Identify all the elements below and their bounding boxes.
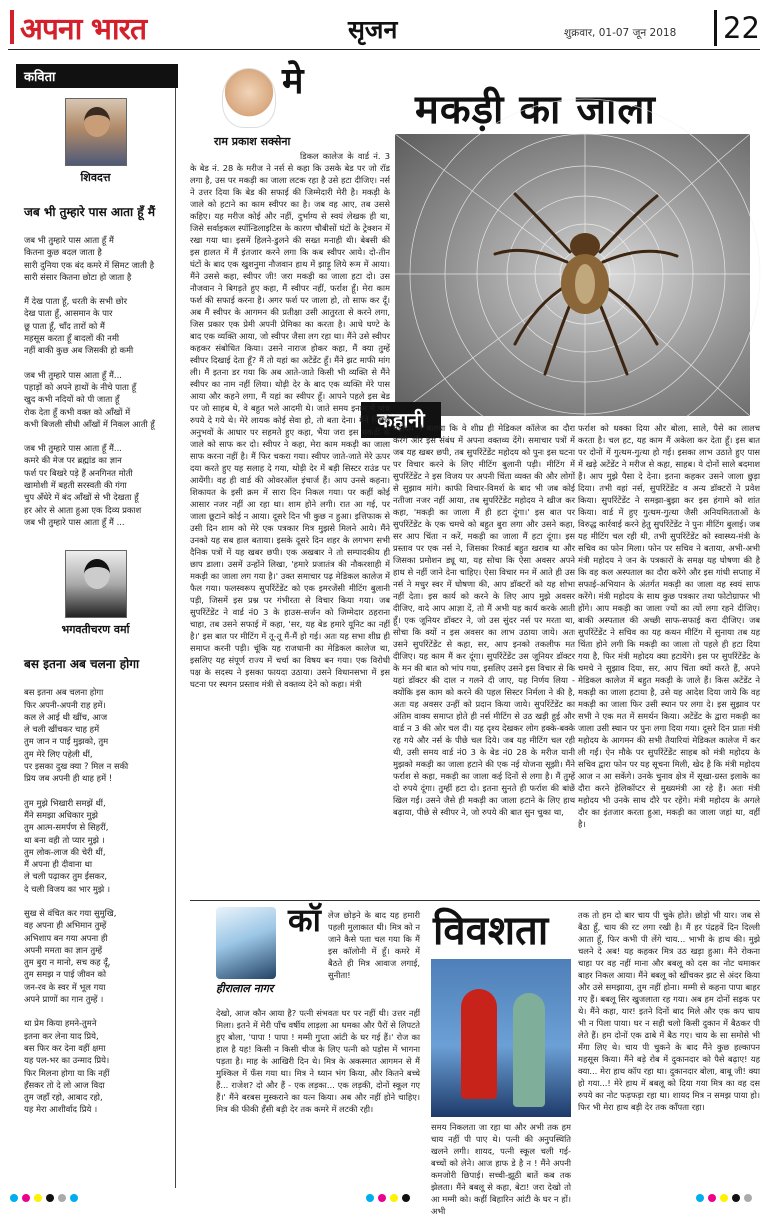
column-tag: कविता <box>16 64 178 88</box>
section-title: सृजन <box>348 15 398 44</box>
story-vivashta <box>190 900 760 1216</box>
couple-illustration <box>216 907 276 979</box>
spider-web-illustration <box>395 134 750 416</box>
page-number: 22 <box>714 10 760 46</box>
poet-name: भगवतीचरण वर्मा <box>61 623 130 637</box>
poem-stanza: सुख से वंचित कर गया सुमुखि, वह अपना ही अभिमान तुम्हें अभिशाप बन गया अपना ही अपनी ममता का ज्ञान तुम्हें तुम बुरा न मानो, सच कह दूँ, तुम समझ न पाई जीवन को जन-रव के स्वर में भूल गया अपने प्राणों का गान तुम्हें । <box>24 907 117 1005</box>
man-figure <box>513 993 545 1107</box>
poem-stanza: जब भी तुम्हारे पास आता हूँ मैं... पहाड़ों को अपने हाथों के नीचे पाता हूँ खुद कभी नदियों को पी जाता हूँ रोक देता हूँ कभी वक्त को आँखों में कभी बिजली सीधी आँखों में निकल आती हूँ <box>24 369 155 429</box>
poem-title: जब भी तुम्हारे पास आता हूँ मैं <box>24 205 156 219</box>
story-column: लेज छोड़ने के बाद यह हमारी पहली मुलाकात थी। मित्र को न जाने कैसे पता चल गया कि मैं इस कॉलोनी में हूँ। कमरे में बैठते ही मित्र आवाज लगाई, सुनीता! <box>328 910 420 980</box>
dropcap: मे <box>282 61 304 102</box>
color-registration-bar <box>0 1192 768 1204</box>
issue-date: शुक्रवार, 01-07 जून 2018 <box>564 27 677 39</box>
poem-stanza: मैं देख पाता हूँ, धरती के सभी छोर देख पाता हूँ, आसमान के पार छू पाता हूँ, चाँद तारों को मैं महसूस करता हूँ बादलों की नमी नहीं बाकी कुछ अब जिसकी हो कमी <box>24 296 134 356</box>
woman-man-illustration <box>431 959 571 1117</box>
category-label: कहानी <box>361 402 441 438</box>
author-photo <box>222 68 276 128</box>
author-name: हीरालाल नागर <box>216 982 274 995</box>
poet-photo <box>65 550 127 618</box>
brand-bar <box>10 10 14 44</box>
story-column: तक तो हम दो बार चाय पी चुके होते। छोड़ो भी यार। जब से बैठा हूँ, चाय की रट लगा रखी है। मैं हर पंद्रहवें दिन दिल्ली आता हूँ, फिर कभी पी लेंगे चाय... भाभी के हाथ की। मुझे चलने दे अब! यह कहकर मित्र उठ खड़ा हुआ। मैंने रोकना चाहा पर वह नहीं माना और बबलू को दस का नोट थमाकर बाहर निकल आया। मैंने बबलू को खींचकर झट से अंदर किया और उसे समझाया, तुम नहीं होना। मम्मी से कहना पापा बाहर गए हैं। बबलू सिर खुजलाता रह गया। अब हम दोनों सड़क पर थे। मैंने कहा, यार! इतने दिनों बाद मिले और एक कप चाय भी न पिला पाया। घर न सही चलो किसी दुकान में बैठकर पी लेते हैं। हम दोनों एक ढाबे में बैठ गए। चाय के सा समोसे भी मँगा लिए थे। चाय पी चुकने के बाद मैंने कुछ हल्कापन महसूस किया। मैंने बड़े रोब में दुकानदार को पैसे बढ़ाए! यह क्या... मेरा हाथ कॉप रहा था। दुकानदार बोला, बाबू जी! क्या हो गया...! मेरे हाथ में बबलू को दिया गया मित्र का वह दस रुपये का नोट फड़फड़ा रहा था। शायद मित्र न समझ पाया हो। फिर भी मेरा हाथ बड़ी देर तक काँपता रहा। <box>578 910 760 1112</box>
woman-figure <box>461 989 497 1099</box>
poem-stanza: जब भी तुम्हारे पास आता हूँ मैं... कमरे की मेज पर ब्रह्मांड का ज्ञान फर्श पर बिखरे पड़े हैं अनगिनत मोती खामोशी में बहती सरस्वती की गंगा चुप अँधेरे में बंद आँखों से भी देखता हूँ हर ओर से आता हुआ एक दिव्य प्रकाश जब भी तुम्हारे पास आता हूँ मैं ... <box>24 443 142 527</box>
brand-name: अपना भारत <box>20 11 147 47</box>
story-column: महोदय ने बताया कि वे शीघ्र ही मेडिकल कॉलेज का दौरा करेंगे और इस संबंध में अपना वक्तव्य देंगे। समाचार पत्रों में जब यह खबर छपी, तब सुपरिंटेंडेंट महोदय को पुनः इस घटना पर विचार करने के लिए मीटिंग बुलानी पड़ी। मीटिंग में सुपरिंटेंडेंट ने इस विजय पर अपनी चिंता व्यक्त की और लोगों से सुझाव मांगे। काफी विचार-विमर्श के बाद भी जब कोई नतीजा नजर नहीं आया, तब सुपरिंटेंडेंट महोदय ने खीज कर कहा, 'मकड़ी का जाला मैं ही हटा दूंगा।' इस बात पर सुपरिंटेंडेंट के एक चमचे को बहुत बुरा लगा और उसने कहा, सर आप चिंता न करें, मकड़ी का जाला मैं हटा दूंगा। इस प्रस्ताव पर एक नर्स ने, जिसका रिकार्ड बहुत खराब था और जिसका प्रमोशन ड्यू था, यह सोचा कि ऐसा अवसर अपने हाथ से नहीं जाने देना चाहिए। ऐसा विचार मन में आते ही उस नर्स ने मधुर स्वर में घोषणा की, आप डॉक्टरों को यह शोभा नहीं देता। इस कार्य को करने के लिए आप मुझे अवसर दीजिए, वादे आप आज्ञा दें, तो मैं अभी यह कार्य करके आती हूँ। एक जूनियर डॉक्टर ने, जो उस सुंदर नर्स पर मरता था, सोचा कि क्यों न इस अवसर का लाभ उठाया जाये। अतः उसने सुपरिंटेंडेंट से कहा, सर, आप इनको तकलीफ मत दीजिए। यह काम मैं कर दूंगा। सुपरिंटेंडेंट उस जूनियर डॉक्टर के मन की बात को भांप गया, इसलिए उसने इस विचार से कि यहां डॉक्टर की दाल न गलने दी जाए, यह निर्णय लिया - क्योंकि इस काम को करने की पहल सिस्टर निर्मला ने की है, अतः यह अवसर उन्हीं को प्रदान किया जाये। सुपरिंटेंडेंट का अंतिम वाक्य समाप्त होते ही नर्स मीटिंग से उठ खड़ी हुई और वार्ड न 3 की ओर चल दी। यह दृश्य देखकर लोग हक्के-बक्के रह गये और नर्स के पीछे चल दिये। जब यह मीटिंग चल रही थी, उसी समय वार्ड नं0 3 के बेड नं0 28 के मरीज यानी मुझको मकड़ी का जाला हटाने की एक नई योजना सूझी। मैंने फर्राश से कहा, मकड़ी का जाला कई दिनों से लगा है। मैं तुम्हें दो रुपये दूंगा। तुम्हीं हटा दो। इतना सुनते ही फर्राश की बांछें खिल गईं। उसने जैसे ही मकड़ी का जाला हटाने के लिए हाथ बढ़ाया, पीछे से स्वीपर ने, जो रुपये की बात सुन चुका था, <box>393 423 575 817</box>
story-spider-web <box>190 61 760 894</box>
story-headline[interactable]: विवशता <box>433 907 549 954</box>
poetry-column <box>16 64 176 1188</box>
masthead <box>8 8 760 50</box>
story-column: समय निकलता जा रहा था और अभी तक हम चाय नहीं पी पाए थे। पत्नी की अनुपस्थिति खलने लगी। शायद, पत्नी स्कूल चली गई- बच्चों को लेने। आज हाफ डे है न ! मैंने अपनी कमजोरी छिपाई। सच्ची-झूठी बातें कब तक झेलता। मैंने बबलू से कहा, बेटा! जरा देखो तो आ मम्मी को। कहीं बिहारिन आंटी के घर न हों। अभी <box>431 1122 571 1216</box>
story-column: फर्राश को धक्का दिया और बोला, साले, पैसे का लालच करता है। चल हट, यह काम मैं अकेला कर देता हूँ। इस बात पर दोनों में गुत्थम-गुत्था हो गई। इसका लाभ उठाते हुए पास में खड़े अटेंडेंट ने मरीज से कहा, साहब। ये दोनों साले बदमाश हैं। आप मुझे पैसा दे देना। इतना कहकर उसने जाला छुड़ा दिया। तभी वहां नर्स, सुपरिंटेंडेंट व अन्य डॉक्टरों ने प्रवेश किया। सुपरिंटेंडेंट ने समझा-बुझा कर इस हंगामे को शांत किया। वार्ड में हुए गुत्थम-गुत्था जैसी अनियमितताओं के विरुद्ध कार्रवाई करने हेतु सुपरिंटेंडेंट ने पुनः मीटिंग बुलाई। जब यह मीटिंग चल रही थी, तभी सुपरिंटेंडेंट को स्वास्थ्य-मंत्री के सचिव का फोन मिला। फोन पर सचिव ने बताया, अभी-अभी मंत्री महोदय ने जन के पत्रकारों के समक्ष यह घोषणा की है कि वह कल अस्पताल का दौरा करेंगे और इस गांधी सप्ताह में सफाई-अभियान के अंतर्गत मकड़ी का जाला वह स्वयं साफ करेंगे। मंत्री महोदय के साथ कुछ पत्रकार तथा फोटोग्राफर भी होंगे। आप मकड़ी का जाला ज्यों का त्यों लगा रहने दीजिए। बाकी अस्पताल की अच्छी साफ-सफाई करा दीजिए। जब सुपरिंटेंडेंट ने सचिव का यह कथन मीटिंग में सुनाया तब यह चिंता होने लगी कि मकड़ी का जाला तो पहले ही हटा दिया गया है, फिर मंत्री महोदय क्या हटायेंगे। इस पर सुपरिंटेंडेंट के चमचे ने सुझाव दिया, सर, आप चिंता क्यों करते हैं, अपने मेडिकल कालेज में बहुत मकड़ी के जाले हैं। किस अटेंडेंट ने मकड़ी का जाला हटाया है, उसे यह आदेश दिया जाये कि वह मकड़ी का जाला फिर उसी स्थान पर लगा दे। इस सुझाव पर सभी ने एक मत में समर्थन किया। अटेंडेंट के द्वारा मकड़ी का जाला उसी स्थान पर पुनः लगा दिया गया। दूसरे दिन प्रातः मंत्री महोदय के आगमन की सभी तैयारियां मेडिकल कालेज में कर ली गईं। ऐन मौके पर सुपरिंटेंडेंट साहब को मंत्री महोदय के सचिव द्वारा फोन पर यह सूचना मिली, खेद है कि मंत्री महोदय आज न आ सकेंगे। उनके चुनाव क्षेत्र में सूखा-ग्रस्त इलाके का दौरा करने हेलिकॉप्टर से मुख्यमंत्री आ रहे हैं। अतः मंत्री महोदय भी उनके साथ दौरे पर रहेंगे। मंत्री महोदय के अगले दौर का इंतजार करता हुआ, मकड़ी का जाला जहां था, वहीं है। <box>578 423 760 829</box>
story-column: देखो, आज कौन आया है? पत्नी संभवतः घर पर नहीं थी। उत्तर नहीं मिला। इतने में मेरी पाँच वर्षीय लाड़ला आ धमका और पैरों से लिपटते हुए बोला, 'पापा ! पापा ! मम्मी गुप्ता आंटी के घर गई हैं।' रोज का हाल है यह! किसी न किसी चीज के लिए पत्नी को पड़ोस में भागना पड़ता है। माह के आखिरी दिन थे। मित्र के अकस्मात आगमन से मैं मुश्किल में फँस गया था। मित्र ने ध्यान भंग किया, और कितने बच्चे हैं... राजेश? दो और हैं - एक लड़का... एक लड़की, दोनों स्कूल गए हैं।' मैंने बरबस मुस्कराने का यत्न किया। अब और नहीं होने चाहिए। मित्र की फीकी हँसी बड़ी देर तक कमरे में लटकी रही। <box>216 1008 420 1114</box>
poet-photo <box>65 98 127 166</box>
brand-logo[interactable] <box>10 8 146 46</box>
poet-name: शिवदत्त <box>80 171 111 184</box>
poem-stanza: तुम मुझे भिखारी समझें थीं, मैंने समझा अधिकार मुझे तुम आत्म-समर्पण से सिहरीं, था बना वही तो प्यार मुझे । तुम लोक-लाज की चेरी थीं, मैं अपना ही दीवाना था ले चली पढ़ाकर तुम ईसकर, दे चली विजय का भार मुझे । <box>24 797 111 894</box>
poem-stanza: था प्रेम किया हमने-तुमने इतना कर लेना याद प्रिये, बस फिर कर देना वहीं क्षमा यह पल-भर का उन्माद प्रिये। फिर मिलना होगा या कि नहीं हँसकर तो दे लो आज विदा तुम जहाँ रहो, आबाद रहो, यह मेरा आशीर्वाद प्रिये । <box>24 1018 110 1115</box>
poem-title: बस इतना अब चलना होगा <box>24 657 140 672</box>
poem-stanza: बस इतना अब चलना होगा फिर अपनी-अपनी राह हमें। कल ले आई थी खींच, आज ले चली खींचकर चाह हमें तुम जान न पाईं मुझको, तुम तुम मेरे लिए पहेली थीं, पर इसका दुख क्या ? मिल न सकी प्रिय जब अपनी ही थाह हमें ! <box>24 687 129 784</box>
author-name: राम प्रकाश सक्सेना <box>214 135 291 148</box>
story-headline[interactable]: मकड़ी का जाला <box>415 86 656 133</box>
poem-stanza: जब भी तुम्हारे पास आता हूँ मैं कितना कुछ बदल जाता है सारी दुनिया एक बंद कमरे में सिमट जाती है सारी संसार कितना छोटा हो जाता है <box>24 235 155 282</box>
spider-web-icon <box>395 134 750 416</box>
dropcap: कॉ <box>288 901 321 939</box>
story-column: डिकल कालेज के वार्ड नं. 3 के बेड नं. 28 के मरीज ने नर्स से कहा कि उसके बेड पर जो रॉड लगा है, उस पर मकड़ी का जाला लटक रहा है उसे हटा दीजिए। नर्स ने उत्तर दिया कि बेड की सफाई की जिम्मेदारी मेरी है। मकड़ी के जाले को हटाने का काम स्वीपर का है। जब वह आए, तब उससे कहिए। यह मरीज कोई और नहीं, दुर्भाग्य से स्वयं लेखक ही था, जिसे सर्वाइकल स्पॉन्डिलाइटिस के कारण चौबीसों घंटों के ट्रेक्शन में रखा गया था। इसमें हिलने-डुलने की सख्त मनाही थी। बेबसी की इस हालत में मैं इंतजार करने लगा कि कब स्वीपर आये। दो-तीन घंटों के बाद एक खुशनुमा नौजवान हाथ में झाड़ू लिये रूम में आया। मैंने उससे कहा, स्वीपर जी! जरा मकड़ी का जाला हटा दो। उस नौजवान ने बिगड़ते हुए कहा, मैं स्वीपर नहीं, फर्राश हूँ। मेरा काम फर्श की सफाई करना है। अगर फर्श पर जाला हो, तो साफ कर दूँ। अब मैं स्वीपर के आगमन की प्रतीक्षा उसी आतुरता से करने लगा, जिस प्रकार एक प्रेमी अपनी प्रेमिका का करता है। आधे घण्टे के बाद एक व्यक्ति आया, जो स्वीपर जैसा लग रहा था। मैंने उसे स्वीपर कहकर संबोधित किया। उसने नाराज होकर कहा, मैं क्या तुम्हें स्वीपर दिखाई देता हूँ? मैं तो यहां का अटेंडेंट हूँ। मैंने झट माफी मांग ली। मैं इतना डर गया कि अब आते-जाते किसी भी व्यक्ति से मैंने स्वीपर का नाम नहीं लिया। थोड़ी देर के बाद एक व्यक्ति मेरे पास आया और कहने लगा, मैं यहां का स्वीपर हूँ। आपने पहले इस बेड पर जो साहब थे, वे बहुत भले आदमी थे। जाते समय इनाम में पांच रुपये दे गये थे। मेरे लायक कोई सेवा हो, तो बता देना। मैंने पिछले अनुभवों के आधार पर सहमते हुए कहा, भैया जरा इस मकड़ी के जाले को साफ कर दो। स्वीपर ने कहा, मेरा काम मकड़ी का जाला साफ करना नहीं है। मैं फिर चकरा गया। स्वीपर जाते-जाते मेरे ऊपर दया करते हुए यह सलाह दे गया, थोड़ी देर में बड़ी सिस्टर राउंड पर आयेंगी। वह ही वार्ड की ओवरऑल इंचार्ज हैं। आप उनसे कहना। शिकायत के इसी क्रम में सारा दिन निकल गया। पर कहीं कोई आसार नजर नहीं आ रहा था। शाम होने लगी। रात आ गई, पर जाला छूटाने कोई न आया। दूसरे दिन भी कुछ न हुआ। इत्तिफाक से उसी दिन शाम को मेरे एक पत्रकार मित्र मुझसे मिलने आये। मैंने उनको यह सब हाल बताया। इसके दूसरे दिन शहर के लगभग सभी दैनिक पत्रों में यह खबर छपी। एक अखबार ने तो सम्पादकीय ही छाप डाला। उसमें उन्होंने लिखा, 'हमारे प्रजातंत्र की नौकरशाही में मकड़ी का जाला लग गया है।' उक्त समाचार पढ़ मेडिकल कालेज में फैल गया। फलस्वरूप सुपरिंटेंडेंट को एक इमरजेंसी मीटिंग बुलानी पड़ी, जिसमें इस प्रश्न पर गंभीरता से विचार किया गया। जब सुपरिंटेंडेंट ने वार्ड नं0 3 के हाउस-सर्जन को जिम्मेदार ठहराना चाहा, तब उसने सफाई में कहा, 'सर, यह बेड हमारे यूनिट का नहीं है।' इस बात पर मीटिंग में तू-तू मैं-मैं हो गई। अतः यह सभा शीघ्र ही समाप्त करनी पड़ी। चूंकि यह राजधानी का मेडिकल कालेज था, इसलिए यह संपूर्ण राज्य में चर्चा का विषय बन गया। एक विरोधी पक्ष के सदस्य ने इसका फायदा उठाया। उसने विधानसभा में इस घटना पर स्थगन प्रस्ताव मंत्री से वक्तव्य देने को कहा। मंत्री <box>190 151 390 689</box>
